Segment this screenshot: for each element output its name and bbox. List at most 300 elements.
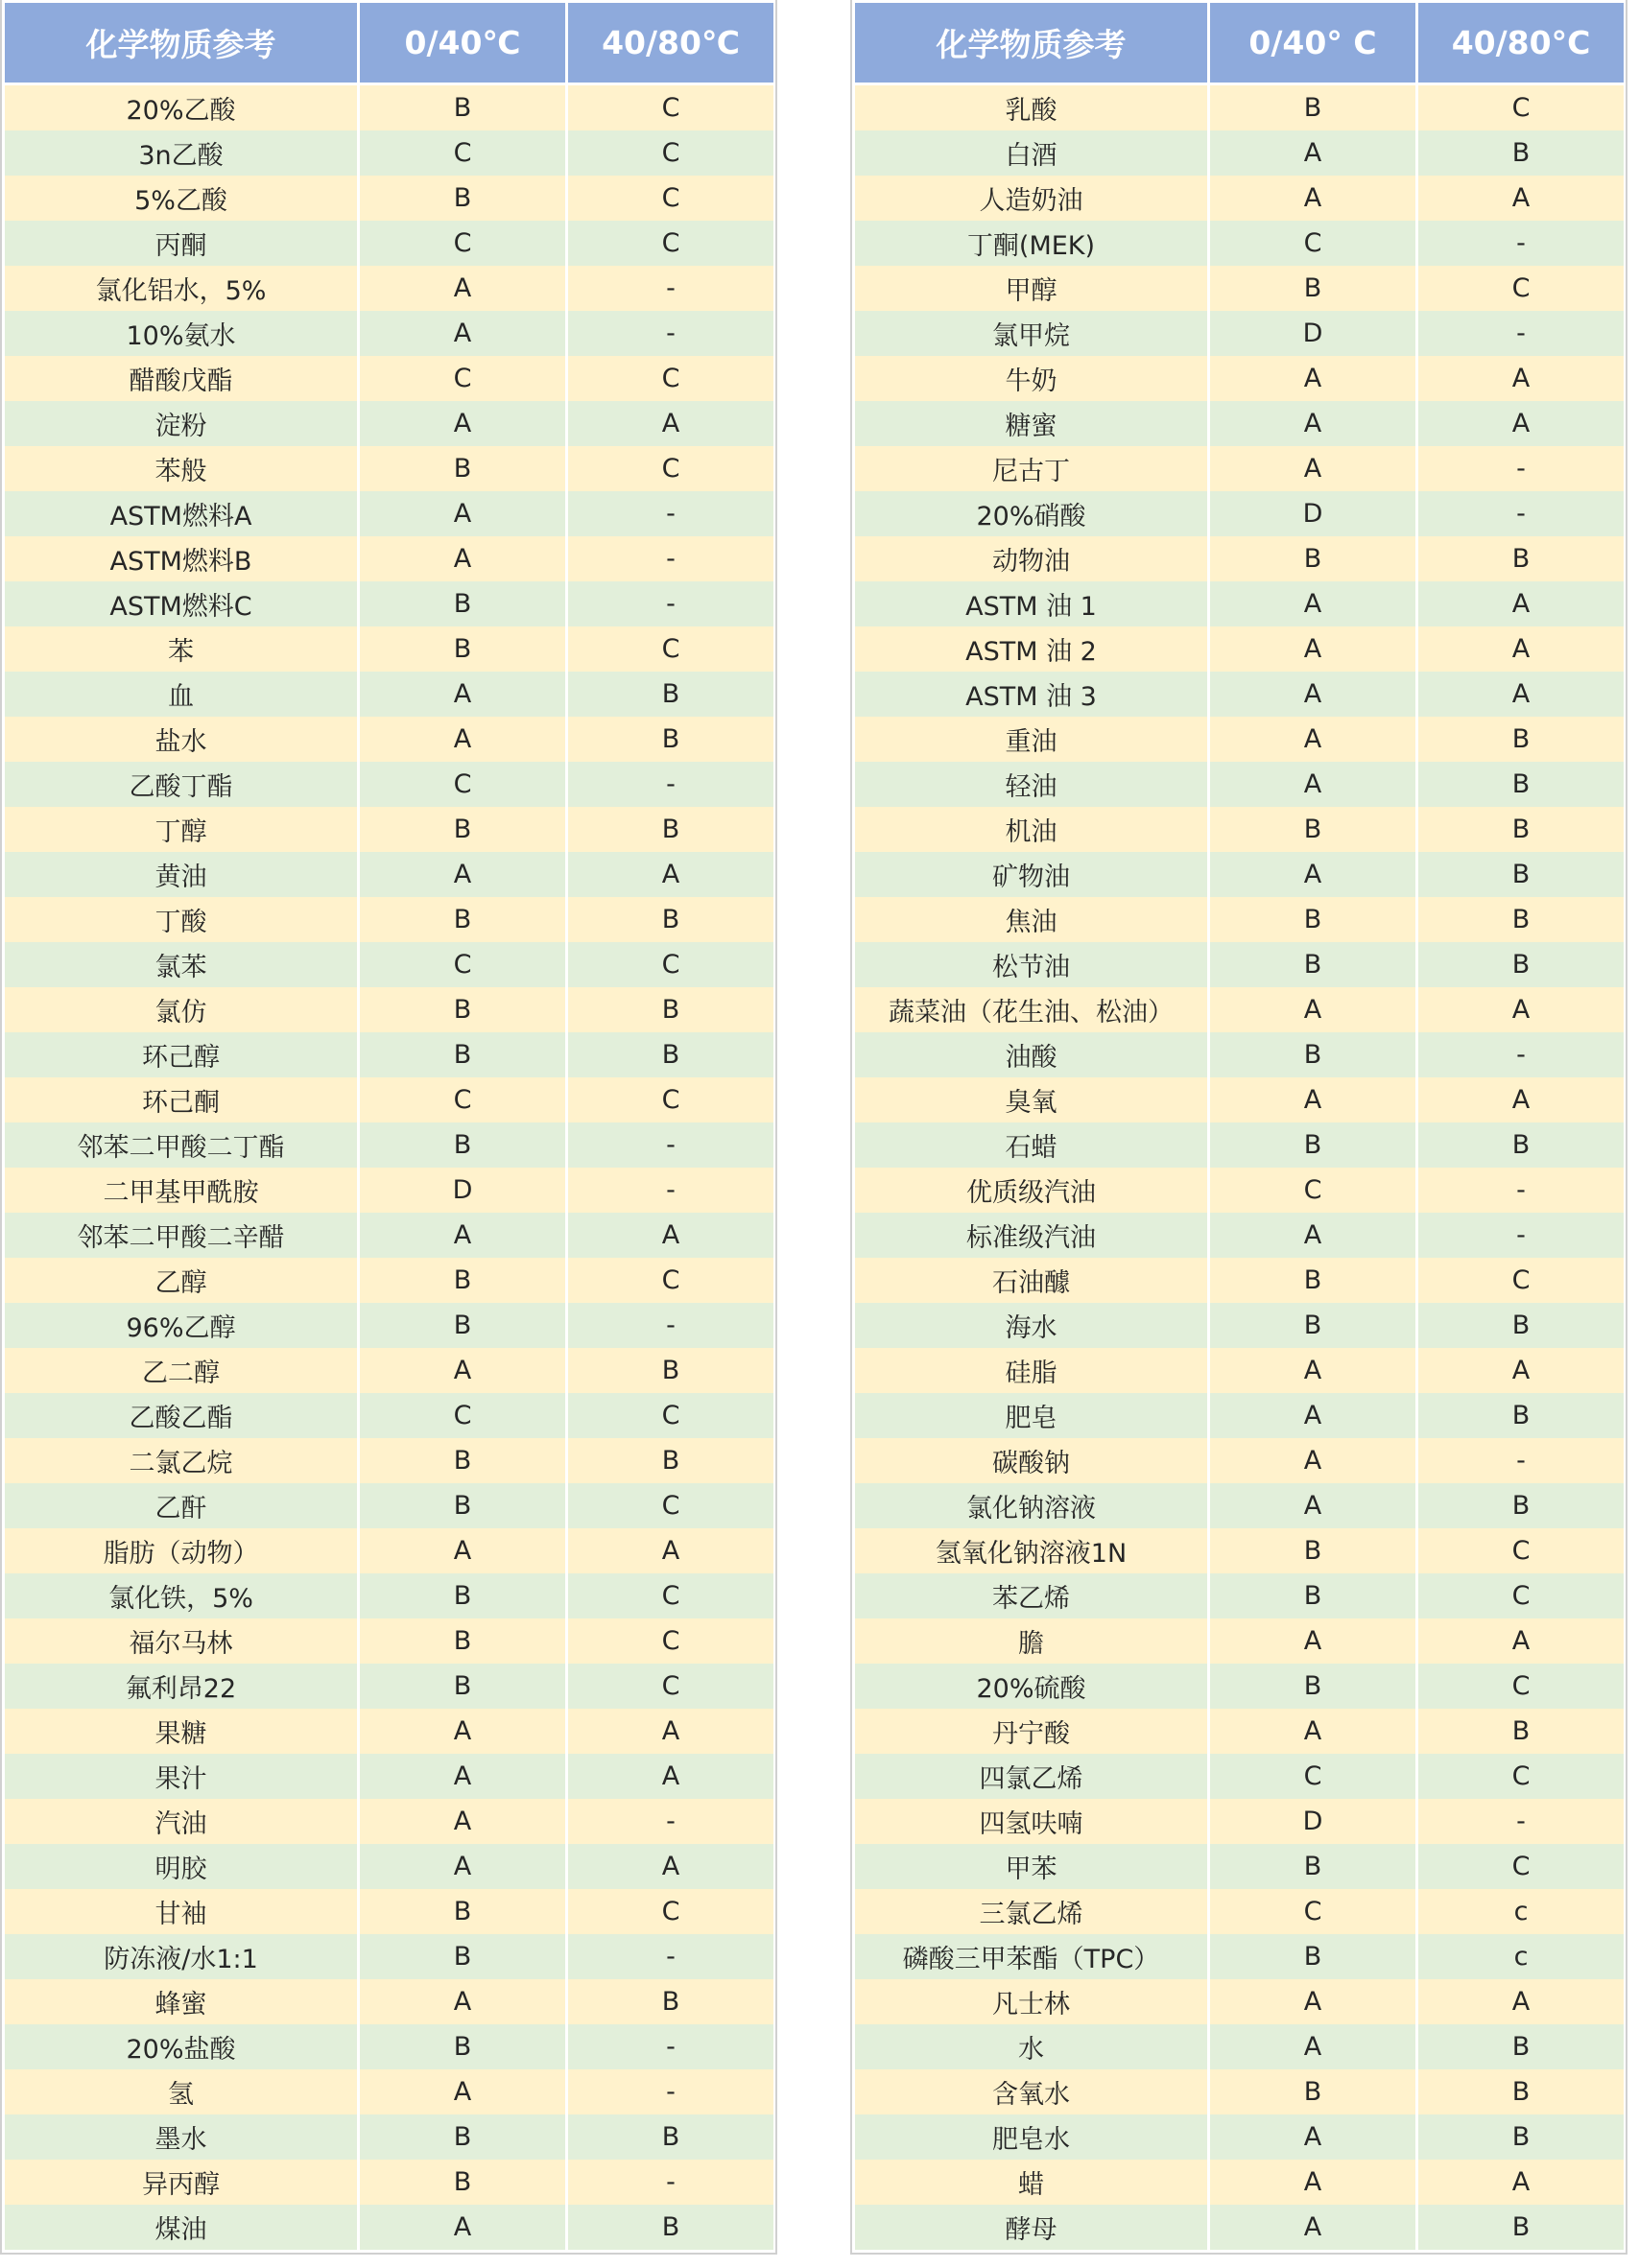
rating-40-80-cell: C — [1417, 1528, 1626, 1573]
chemical-name-cell: 乙二醇 — [4, 1348, 359, 1393]
chemical-name-cell: 水 — [854, 2024, 1209, 2069]
chemical-name-cell: 四氢呋喃 — [854, 1799, 1209, 1844]
chemical-name-cell: 异丙醇 — [4, 2160, 359, 2205]
table-row — [854, 536, 1626, 581]
rating-0-40-cell: A — [1209, 852, 1417, 897]
chemical-name-cell: 福尔马林 — [4, 1618, 359, 1664]
table-row — [854, 1979, 1626, 2024]
chemical-name-cell: 氯仿 — [4, 987, 359, 1032]
table-row — [4, 1934, 775, 1979]
rating-0-40-cell: B — [1209, 1664, 1417, 1709]
chemical-name-cell: 膽 — [854, 1618, 1209, 1664]
chemical-name-cell: 凡士林 — [854, 1979, 1209, 2024]
table-row — [4, 807, 775, 852]
chemical-name-cell: ASTM燃料C — [4, 581, 359, 626]
table-row — [4, 1077, 775, 1122]
table-row — [854, 2205, 1626, 2250]
chemical-name-cell: 动物油 — [854, 536, 1209, 581]
rating-40-80-cell: - — [567, 1122, 775, 1168]
table-row — [4, 1664, 775, 1709]
rating-40-80-cell: C — [567, 356, 775, 401]
table-row — [854, 84, 1626, 131]
chemical-name-cell: 10%氨水 — [4, 311, 359, 356]
rating-40-80-cell: C — [1417, 1664, 1626, 1709]
rating-0-40-cell: A — [1209, 1213, 1417, 1258]
rating-40-80-cell: A — [1417, 2160, 1626, 2205]
rating-40-80-cell: - — [1417, 1438, 1626, 1483]
rating-0-40-cell: B — [1209, 84, 1417, 131]
chemical-name-cell: 邻苯二甲酸二辛醋 — [4, 1213, 359, 1258]
chemical-name-cell: 焦油 — [854, 897, 1209, 942]
rating-0-40-cell: A — [359, 401, 567, 446]
table-row — [854, 897, 1626, 942]
chemical-name-cell: 丹宁酸 — [854, 1709, 1209, 1754]
rating-40-80-cell: B — [1417, 2069, 1626, 2114]
table-row — [854, 1934, 1626, 1979]
chemical-name-cell: 松节油 — [854, 942, 1209, 987]
rating-0-40-cell: A — [359, 1528, 567, 1573]
chemical-name-cell: 二氯乙烷 — [4, 1438, 359, 1483]
chemical-name-cell: 墨水 — [4, 2114, 359, 2160]
table-row — [4, 852, 775, 897]
chemical-name-cell: 丁酸 — [4, 897, 359, 942]
table-row — [4, 1032, 775, 1077]
rating-40-80-cell: C — [567, 1573, 775, 1618]
rating-0-40-cell: C — [359, 1077, 567, 1122]
rating-40-80-cell: C — [567, 1483, 775, 1528]
rating-0-40-cell: A — [1209, 1348, 1417, 1393]
table-row — [854, 1664, 1626, 1709]
chemical-name-cell: 甘袖 — [4, 1889, 359, 1934]
rating-0-40-cell: B — [359, 1483, 567, 1528]
rating-40-80-cell: C — [1417, 266, 1626, 311]
rating-40-80-cell: A — [567, 1528, 775, 1573]
chemical-name-cell: 乙酸乙酯 — [4, 1393, 359, 1438]
chemical-name-cell: 脂肪（动物） — [4, 1528, 359, 1573]
rating-0-40-cell: C — [359, 130, 567, 176]
rating-40-80-cell: A — [1417, 672, 1626, 717]
chemical-name-cell: 氯化铝水，5% — [4, 266, 359, 311]
header-temp-high: 40/80℃ — [567, 2, 775, 84]
chemical-name-cell: 环己酮 — [4, 1077, 359, 1122]
rating-40-80-cell: C — [1417, 1258, 1626, 1303]
table-row — [854, 176, 1626, 221]
rating-0-40-cell: B — [359, 2160, 567, 2205]
rating-40-80-cell: B — [567, 2114, 775, 2160]
chemical-name-cell: 煤油 — [4, 2205, 359, 2250]
table-row — [854, 672, 1626, 717]
table-row — [4, 2205, 775, 2250]
rating-0-40-cell: A — [1209, 2024, 1417, 2069]
table-body-left — [4, 84, 775, 2251]
chemical-name-cell: 氟利昂22 — [4, 1664, 359, 1709]
chemical-name-cell: 硅脂 — [854, 1348, 1209, 1393]
table-row — [4, 1393, 775, 1438]
chemical-name-cell: 果汁 — [4, 1754, 359, 1799]
rating-0-40-cell: B — [359, 807, 567, 852]
chemical-name-cell: 3n乙酸 — [4, 130, 359, 176]
rating-0-40-cell: B — [359, 581, 567, 626]
rating-40-80-cell: A — [1417, 1979, 1626, 2024]
rating-40-80-cell: - — [567, 2069, 775, 2114]
table-row — [4, 2160, 775, 2205]
chemical-name-cell: 黄油 — [4, 852, 359, 897]
chemical-name-cell: 轻油 — [854, 762, 1209, 807]
chemical-name-cell: 肥皂水 — [854, 2114, 1209, 2160]
table-row — [4, 356, 775, 401]
rating-0-40-cell: B — [359, 1664, 567, 1709]
rating-40-80-cell: A — [1417, 1077, 1626, 1122]
table-row — [4, 1844, 775, 1889]
chemical-name-cell: ASTM 油 1 — [854, 581, 1209, 626]
chemical-name-cell: 环己醇 — [4, 1032, 359, 1077]
rating-40-80-cell: - — [567, 311, 775, 356]
rating-0-40-cell: B — [1209, 1303, 1417, 1348]
rating-40-80-cell: C — [567, 130, 775, 176]
rating-0-40-cell: B — [359, 1122, 567, 1168]
rating-40-80-cell: B — [1417, 807, 1626, 852]
rating-0-40-cell: B — [359, 1438, 567, 1483]
rating-0-40-cell: A — [359, 266, 567, 311]
table-row — [4, 491, 775, 536]
table-row — [854, 1032, 1626, 1077]
rating-0-40-cell: C — [359, 762, 567, 807]
rating-0-40-cell: A — [1209, 446, 1417, 491]
chemical-name-cell: 臭氧 — [854, 1077, 1209, 1122]
chemical-name-cell: 白酒 — [854, 130, 1209, 176]
rating-0-40-cell: B — [359, 2024, 567, 2069]
rating-40-80-cell: - — [567, 762, 775, 807]
chemical-name-cell: 明胶 — [4, 1844, 359, 1889]
rating-40-80-cell: - — [567, 1934, 775, 1979]
rating-40-80-cell: C — [567, 1618, 775, 1664]
rating-40-80-cell: B — [567, 987, 775, 1032]
rating-40-80-cell: B — [1417, 130, 1626, 176]
table-row — [854, 1573, 1626, 1618]
rating-0-40-cell: A — [1209, 1483, 1417, 1528]
table-row — [4, 2069, 775, 2114]
rating-40-80-cell: A — [567, 1844, 775, 1889]
table-row — [854, 1393, 1626, 1438]
chemical-table-left — [2, 0, 776, 2250]
rating-0-40-cell: A — [1209, 2160, 1417, 2205]
rating-0-40-cell: A — [1209, 130, 1417, 176]
rating-40-80-cell: C — [1417, 1754, 1626, 1799]
table-row — [854, 1122, 1626, 1168]
chemical-name-cell: 氢氧化钠溶液1N — [854, 1528, 1209, 1573]
chemical-name-cell: 血 — [4, 672, 359, 717]
table-row — [854, 491, 1626, 536]
table-row — [4, 311, 775, 356]
table-row — [4, 1889, 775, 1934]
rating-40-80-cell: C — [567, 1664, 775, 1709]
table-row — [4, 1618, 775, 1664]
table-row — [4, 1348, 775, 1393]
rating-0-40-cell: B — [1209, 1573, 1417, 1618]
header-chemical: 化学物质参考 — [4, 2, 359, 84]
rating-0-40-cell: D — [1209, 1799, 1417, 1844]
rating-40-80-cell: C — [567, 84, 775, 131]
rating-40-80-cell: B — [1417, 1122, 1626, 1168]
rating-0-40-cell: C — [359, 942, 567, 987]
chemical-name-cell: 苯乙烯 — [854, 1573, 1209, 1618]
table-row — [4, 987, 775, 1032]
table-row — [854, 942, 1626, 987]
rating-40-80-cell: C — [567, 446, 775, 491]
rating-0-40-cell: B — [1209, 1258, 1417, 1303]
rating-0-40-cell: D — [1209, 491, 1417, 536]
chemical-name-cell: 尼古丁 — [854, 446, 1209, 491]
table-row — [854, 130, 1626, 176]
rating-0-40-cell: B — [359, 176, 567, 221]
rating-0-40-cell: B — [1209, 1122, 1417, 1168]
table-row — [4, 536, 775, 581]
rating-40-80-cell: B — [1417, 2114, 1626, 2160]
rating-40-80-cell: - — [1417, 1168, 1626, 1213]
rating-0-40-cell: A — [1209, 672, 1417, 717]
table-row — [4, 401, 775, 446]
rating-40-80-cell: - — [567, 2024, 775, 2069]
rating-40-80-cell: - — [1417, 446, 1626, 491]
chemical-name-cell: 人造奶油 — [854, 176, 1209, 221]
table-row — [854, 1618, 1626, 1664]
rating-0-40-cell: B — [1209, 2069, 1417, 2114]
rating-0-40-cell: A — [1209, 2205, 1417, 2250]
table-row — [854, 221, 1626, 266]
chemical-name-cell: 含氧水 — [854, 2069, 1209, 2114]
rating-0-40-cell: A — [359, 1799, 567, 1844]
table-row — [4, 672, 775, 717]
rating-40-80-cell: A — [567, 1709, 775, 1754]
chemical-name-cell: 油酸 — [854, 1032, 1209, 1077]
chemical-name-cell: 苯 — [4, 626, 359, 672]
rating-40-80-cell: B — [567, 1438, 775, 1483]
table-row — [4, 1979, 775, 2024]
chemical-name-cell: 5%乙酸 — [4, 176, 359, 221]
rating-0-40-cell: A — [1209, 1709, 1417, 1754]
table-row — [4, 762, 775, 807]
rating-0-40-cell: C — [1209, 1168, 1417, 1213]
table-row — [4, 1168, 775, 1213]
rating-0-40-cell: A — [1209, 2114, 1417, 2160]
table-row — [4, 581, 775, 626]
chemical-name-cell: 邻苯二甲酸二丁酯 — [4, 1122, 359, 1168]
chemical-name-cell: 醋酸戊酯 — [4, 356, 359, 401]
rating-0-40-cell: D — [359, 1168, 567, 1213]
chemical-name-cell: 牛奶 — [854, 356, 1209, 401]
chemical-name-cell: ASTM燃料A — [4, 491, 359, 536]
table-row — [4, 130, 775, 176]
rating-40-80-cell: - — [567, 581, 775, 626]
table-row — [854, 1483, 1626, 1528]
chemical-name-cell: 酵母 — [854, 2205, 1209, 2250]
rating-40-80-cell: C — [567, 1889, 775, 1934]
table-row — [854, 581, 1626, 626]
table-row — [854, 266, 1626, 311]
rating-0-40-cell: A — [1209, 356, 1417, 401]
table-row — [854, 2024, 1626, 2069]
rating-40-80-cell: - — [1417, 491, 1626, 536]
rating-0-40-cell: B — [359, 1889, 567, 1934]
table-row — [4, 717, 775, 762]
rating-0-40-cell: C — [359, 221, 567, 266]
rating-40-80-cell: A — [1417, 581, 1626, 626]
rating-0-40-cell: A — [359, 1709, 567, 1754]
header-temp-high: 40/80°C — [1417, 2, 1626, 84]
table-row — [854, 626, 1626, 672]
chemical-name-cell: 氯化铁，5% — [4, 1573, 359, 1618]
table-row — [854, 717, 1626, 762]
rating-0-40-cell: B — [359, 1258, 567, 1303]
chemical-name-cell: 四氯乙烯 — [854, 1754, 1209, 1799]
table-row — [4, 1573, 775, 1618]
rating-0-40-cell: C — [1209, 221, 1417, 266]
table-row — [4, 1709, 775, 1754]
table-row — [854, 1844, 1626, 1889]
chemical-name-cell: 蜡 — [854, 2160, 1209, 2205]
table-row — [854, 807, 1626, 852]
table-row — [854, 356, 1626, 401]
chemical-name-cell: 乙酸丁酯 — [4, 762, 359, 807]
rating-0-40-cell: B — [359, 626, 567, 672]
rating-0-40-cell: A — [359, 311, 567, 356]
rating-40-80-cell: - — [567, 491, 775, 536]
rating-40-80-cell: A — [1417, 356, 1626, 401]
rating-40-80-cell: B — [1417, 1483, 1626, 1528]
chemical-name-cell: 机油 — [854, 807, 1209, 852]
rating-0-40-cell: A — [359, 536, 567, 581]
rating-0-40-cell: A — [1209, 581, 1417, 626]
table-row — [4, 1483, 775, 1528]
rating-40-80-cell: B — [1417, 536, 1626, 581]
rating-0-40-cell: A — [1209, 1979, 1417, 2024]
table-row — [4, 626, 775, 672]
rating-0-40-cell: B — [359, 897, 567, 942]
rating-40-80-cell: B — [1417, 1393, 1626, 1438]
rating-40-80-cell: - — [1417, 1032, 1626, 1077]
table-row — [4, 1303, 775, 1348]
rating-40-80-cell: B — [1417, 717, 1626, 762]
table-row — [4, 1799, 775, 1844]
table-row — [4, 1528, 775, 1573]
chemical-name-cell: 盐水 — [4, 717, 359, 762]
chemical-name-cell: 乙酐 — [4, 1483, 359, 1528]
rating-40-80-cell: A — [1417, 1348, 1626, 1393]
rating-0-40-cell: A — [1209, 1077, 1417, 1122]
table-row — [854, 1528, 1626, 1573]
chemical-table-right — [852, 0, 1627, 2250]
rating-40-80-cell: C — [567, 1258, 775, 1303]
rating-40-80-cell: B — [1417, 2205, 1626, 2250]
table-row — [854, 2160, 1626, 2205]
rating-40-80-cell: B — [1417, 852, 1626, 897]
table-row — [4, 176, 775, 221]
rating-40-80-cell: C — [567, 626, 775, 672]
table-row — [854, 1077, 1626, 1122]
table-row — [4, 2024, 775, 2069]
table-row — [4, 1754, 775, 1799]
table-row — [854, 1438, 1626, 1483]
rating-40-80-cell: - — [1417, 221, 1626, 266]
rating-40-80-cell: C — [567, 176, 775, 221]
rating-40-80-cell: A — [1417, 176, 1626, 221]
rating-0-40-cell: B — [1209, 1528, 1417, 1573]
rating-40-80-cell: - — [567, 266, 775, 311]
rating-40-80-cell: - — [1417, 1213, 1626, 1258]
rating-0-40-cell: A — [359, 852, 567, 897]
table-row — [854, 401, 1626, 446]
rating-40-80-cell: B — [567, 1979, 775, 2024]
chemical-name-cell: 二甲基甲酰胺 — [4, 1168, 359, 1213]
table-row — [854, 1168, 1626, 1213]
chemical-name-cell: 氯甲烷 — [854, 311, 1209, 356]
rating-0-40-cell: B — [359, 1303, 567, 1348]
rating-40-80-cell: c — [1417, 1889, 1626, 1934]
rating-40-80-cell: C — [1417, 84, 1626, 131]
rating-0-40-cell: C — [359, 1393, 567, 1438]
rating-0-40-cell: B — [359, 2114, 567, 2160]
rating-40-80-cell: B — [1417, 1709, 1626, 1754]
rating-40-80-cell: B — [1417, 942, 1626, 987]
rating-0-40-cell: B — [1209, 536, 1417, 581]
header-chemical: 化学物质参考 — [854, 2, 1209, 84]
table-row — [854, 1348, 1626, 1393]
table-row — [854, 1213, 1626, 1258]
rating-0-40-cell: B — [359, 446, 567, 491]
rating-40-80-cell: C — [567, 1393, 775, 1438]
chemical-name-cell: 三氯乙烯 — [854, 1889, 1209, 1934]
rating-40-80-cell: C — [567, 1077, 775, 1122]
table-row — [854, 1754, 1626, 1799]
rating-0-40-cell: C — [1209, 1754, 1417, 1799]
chemical-name-cell: 磷酸三甲苯酯（TPC） — [854, 1934, 1209, 1979]
table-row — [4, 1438, 775, 1483]
table-row — [854, 1303, 1626, 1348]
chemical-name-cell: 丁醇 — [4, 807, 359, 852]
rating-40-80-cell: A — [567, 852, 775, 897]
rating-40-80-cell: C — [1417, 1573, 1626, 1618]
rating-40-80-cell: - — [567, 1303, 775, 1348]
chemical-name-cell: 淀粉 — [4, 401, 359, 446]
rating-40-80-cell: B — [567, 1032, 775, 1077]
table-row — [854, 987, 1626, 1032]
chemical-name-cell: 乳酸 — [854, 84, 1209, 131]
rating-0-40-cell: B — [359, 987, 567, 1032]
table-row — [4, 266, 775, 311]
rating-40-80-cell: C — [567, 942, 775, 987]
table-row — [4, 1213, 775, 1258]
table-body-right — [854, 84, 1626, 2251]
table-row — [4, 1122, 775, 1168]
chemical-name-cell: 石油醵 — [854, 1258, 1209, 1303]
table-row — [854, 2069, 1626, 2114]
rating-0-40-cell: A — [1209, 1393, 1417, 1438]
rating-40-80-cell: - — [1417, 1799, 1626, 1844]
chemical-name-cell: 果糖 — [4, 1709, 359, 1754]
rating-40-80-cell: A — [567, 401, 775, 446]
chemical-name-cell: 96%乙醇 — [4, 1303, 359, 1348]
table-row — [4, 446, 775, 491]
rating-40-80-cell: - — [1417, 311, 1626, 356]
header-row — [4, 2, 775, 84]
rating-40-80-cell: A — [1417, 987, 1626, 1032]
chemical-name-cell: ASTM 油 2 — [854, 626, 1209, 672]
chemical-name-cell: 甲醇 — [854, 266, 1209, 311]
chemical-name-cell: 乙醇 — [4, 1258, 359, 1303]
rating-0-40-cell: B — [359, 1032, 567, 1077]
rating-40-80-cell: - — [567, 1799, 775, 1844]
rating-0-40-cell: C — [1209, 1889, 1417, 1934]
